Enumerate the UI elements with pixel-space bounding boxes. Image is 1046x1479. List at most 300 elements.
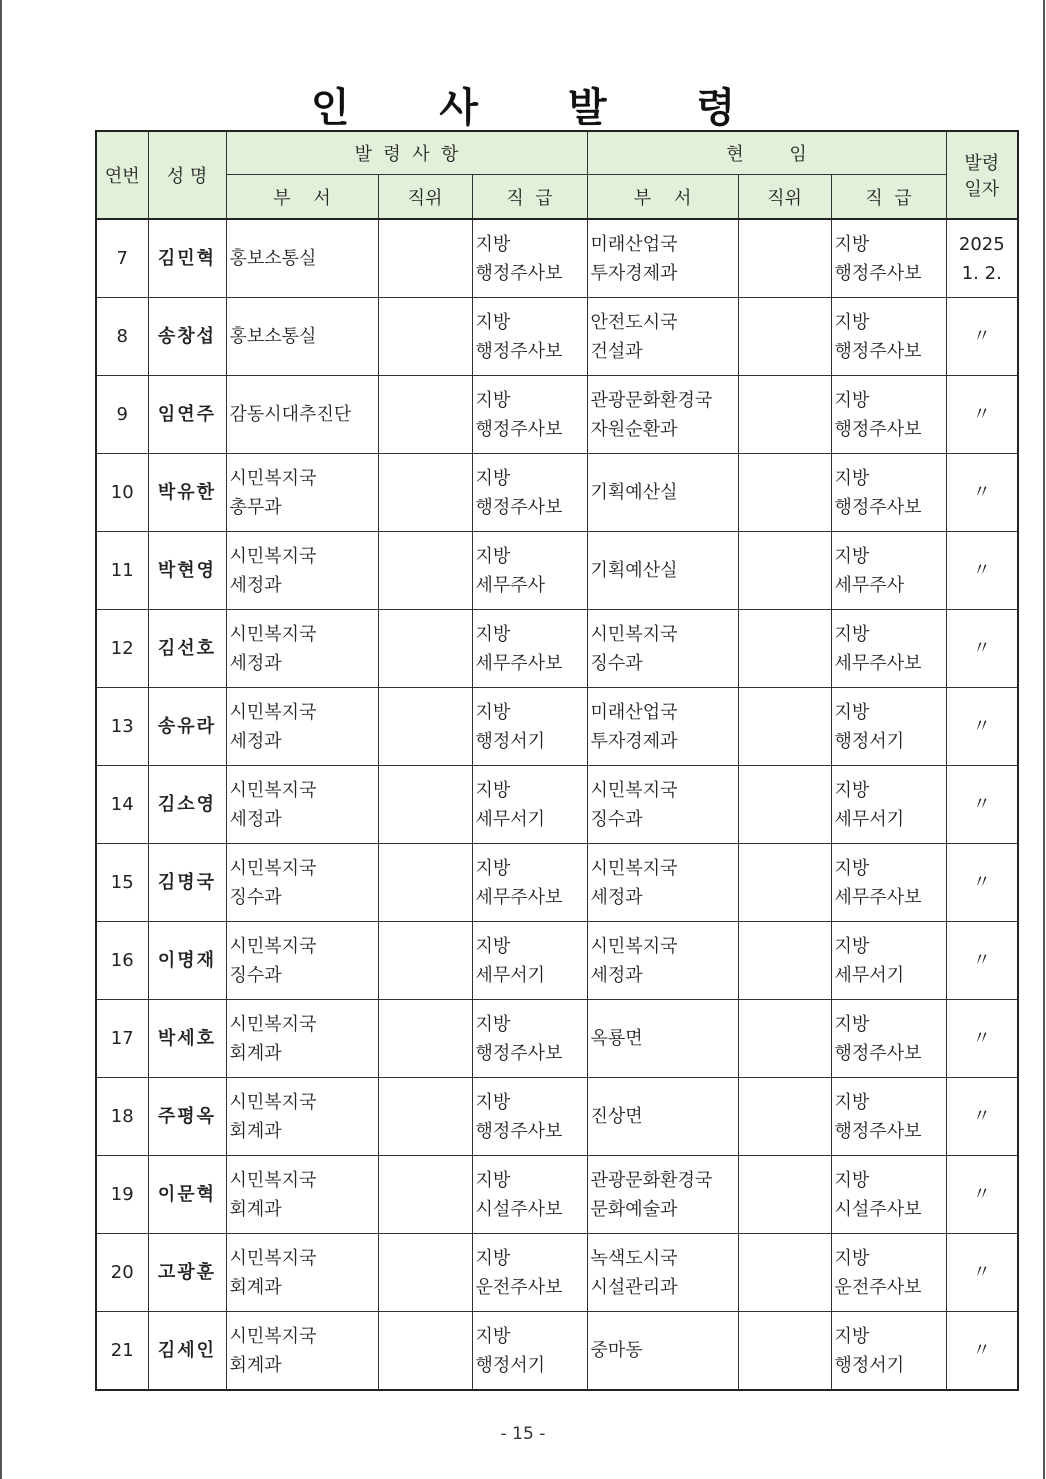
row-number-text: 9 (116, 404, 128, 425)
header-no: 연번 (96, 131, 148, 219)
current-department (587, 1156, 738, 1234)
new-grade (472, 922, 587, 1000)
current-grade-line: 행정주사보 (834, 262, 922, 284)
table-row (96, 1312, 1018, 1391)
new-department-line: 회계과 (229, 1198, 282, 1220)
new-department-line: 시민복지국 (229, 1013, 317, 1035)
new-department-line: 홍보소통실 (229, 326, 317, 347)
new-grade (472, 688, 587, 766)
appointment-date-line: 〃 (972, 326, 991, 347)
new-grade-line: 지방 (475, 857, 511, 879)
current-department-line: 징수과 (590, 652, 643, 674)
row-number-text: 16 (110, 950, 134, 971)
employee-name-text: 김소영 (157, 794, 217, 815)
current-department (587, 1000, 738, 1078)
current-department-line: 자원순환과 (590, 418, 678, 440)
employee-name (148, 1000, 226, 1078)
new-grade (472, 1078, 587, 1156)
new-department-line: 시민복지국 (229, 1091, 317, 1113)
current-grade-line: 지방 (834, 623, 870, 645)
row-number-text: 8 (116, 326, 128, 347)
new-grade (472, 454, 587, 532)
appointment-date (946, 454, 1018, 532)
new-grade (472, 376, 587, 454)
row-number (96, 1000, 148, 1078)
current-department-line: 관광문화환경국 (590, 1169, 713, 1191)
new-grade-line: 지방 (475, 1091, 511, 1113)
page-border-right (1043, 0, 1045, 1479)
new-grade-line: 세무서기 (475, 964, 546, 986)
current-position (738, 1156, 831, 1234)
employee-name-text: 박유한 (157, 482, 217, 503)
current-department-line: 기획예산실 (590, 482, 678, 503)
new-grade-line: 지방 (475, 1325, 511, 1347)
new-department-line: 시민복지국 (229, 857, 317, 879)
new-department (226, 1234, 378, 1312)
appointment-date-line: 〃 (972, 404, 991, 425)
new-grade-line: 운전주사보 (475, 1276, 563, 1298)
new-department-line: 징수과 (229, 886, 282, 908)
header-current-position: 현 임 (587, 131, 946, 175)
new-grade (472, 766, 587, 844)
current-grade-line: 지방 (834, 233, 870, 255)
new-grade-line: 지방 (475, 311, 511, 333)
current-position (738, 376, 831, 454)
new-department (226, 219, 378, 298)
table-row (96, 219, 1018, 298)
row-number-text: 20 (110, 1262, 134, 1283)
employee-name (148, 454, 226, 532)
employee-name (148, 532, 226, 610)
employee-name-text: 박현영 (157, 560, 217, 581)
current-department (587, 1234, 738, 1312)
current-position (738, 844, 831, 922)
appointment-date-line: 〃 (972, 1262, 991, 1283)
current-department-line: 시민복지국 (590, 857, 678, 879)
current-position (738, 1078, 831, 1156)
appointment-date (946, 376, 1018, 454)
current-grade (831, 844, 946, 922)
new-grade (472, 532, 587, 610)
current-grade-line: 지방 (834, 311, 870, 333)
header-name: 성 명 (148, 131, 226, 219)
new-department-line: 시민복지국 (229, 545, 317, 567)
new-department-line: 세정과 (229, 574, 282, 596)
new-position (378, 766, 472, 844)
current-position (738, 219, 831, 298)
new-grade-line: 행정주사보 (475, 1120, 563, 1142)
new-position (378, 219, 472, 298)
employee-name (148, 922, 226, 1000)
row-number (96, 454, 148, 532)
current-department-line: 시민복지국 (590, 779, 678, 801)
row-number-text: 11 (110, 560, 134, 581)
employee-name-text: 이문혁 (157, 1184, 217, 1205)
appointment-date-line: 2025 (958, 233, 1005, 255)
current-grade (831, 219, 946, 298)
new-grade (472, 1000, 587, 1078)
current-grade (831, 298, 946, 376)
current-grade-line: 세무주사 (834, 574, 905, 596)
current-grade (831, 454, 946, 532)
current-department (587, 688, 738, 766)
appointment-date (946, 766, 1018, 844)
new-grade (472, 1234, 587, 1312)
appointment-date (946, 610, 1018, 688)
header-cur-grade: 직 급 (831, 175, 946, 220)
table-row (96, 688, 1018, 766)
row-number-text: 18 (110, 1106, 134, 1127)
appointment-date (946, 1156, 1018, 1234)
new-department-line: 총무과 (229, 496, 282, 518)
current-grade-line: 지방 (834, 1247, 870, 1269)
current-department-line: 기획예산실 (590, 560, 678, 581)
new-grade-line: 지방 (475, 1013, 511, 1035)
new-department-line: 시민복지국 (229, 935, 317, 957)
employee-name-text: 임연주 (157, 404, 217, 425)
appointment-date (946, 922, 1018, 1000)
employee-name (148, 610, 226, 688)
current-grade (831, 1156, 946, 1234)
current-department (587, 922, 738, 1000)
appointment-date-line: 〃 (972, 1184, 991, 1205)
appointment-date (946, 1078, 1018, 1156)
row-number (96, 688, 148, 766)
new-position (378, 610, 472, 688)
employee-name (148, 298, 226, 376)
current-department-line: 관광문화환경국 (590, 389, 713, 411)
current-department (587, 1078, 738, 1156)
current-grade-line: 지방 (834, 935, 870, 957)
row-number (96, 376, 148, 454)
current-grade (831, 766, 946, 844)
current-position (738, 532, 831, 610)
current-grade-line: 세무주사보 (834, 886, 922, 908)
new-grade-line: 행정주사보 (475, 418, 563, 440)
employee-name (148, 688, 226, 766)
new-department (226, 610, 378, 688)
new-grade-line: 지방 (475, 779, 511, 801)
appointment-date-line: 〃 (972, 560, 991, 581)
new-grade-line: 지방 (475, 233, 511, 255)
current-grade-line: 운전주사보 (834, 1276, 922, 1298)
current-position (738, 1312, 831, 1391)
new-grade-line: 지방 (475, 701, 511, 723)
page-number: - 15 - (500, 1424, 546, 1444)
new-department (226, 1078, 378, 1156)
new-position (378, 1312, 472, 1391)
appointment-date (946, 219, 1018, 298)
new-position (378, 454, 472, 532)
new-grade-line: 세무주사보 (475, 652, 563, 674)
appointment-date (946, 1312, 1018, 1391)
current-grade-line: 지방 (834, 1169, 870, 1191)
new-grade-line: 시설주사보 (475, 1198, 563, 1220)
current-grade-line: 지방 (834, 1091, 870, 1113)
table-row (96, 298, 1018, 376)
new-grade-line: 세무주사보 (475, 886, 563, 908)
appointment-date-line: 〃 (972, 794, 991, 815)
current-grade-line: 세무서기 (834, 808, 905, 830)
current-grade-line: 행정주사보 (834, 418, 922, 440)
header-cur-dept: 부 서 (587, 175, 738, 220)
employee-name (148, 1234, 226, 1312)
appointment-date-line: 〃 (972, 1028, 991, 1049)
appointment-date-line: 〃 (972, 1106, 991, 1127)
appointment-date (946, 688, 1018, 766)
new-position (378, 1000, 472, 1078)
new-grade-line: 행정서기 (475, 730, 546, 752)
current-department-line: 건설과 (590, 340, 643, 362)
header-cur-position: 직위 (738, 175, 831, 220)
row-number (96, 922, 148, 1000)
new-department (226, 1156, 378, 1234)
personnel-appointment-table (95, 130, 1019, 1391)
new-department (226, 766, 378, 844)
new-department-line: 시민복지국 (229, 623, 317, 645)
new-department-line: 회계과 (229, 1042, 282, 1064)
current-grade (831, 1078, 946, 1156)
appointment-date-line: 〃 (972, 872, 991, 893)
current-department-line: 징수과 (590, 808, 643, 830)
current-grade-line: 지방 (834, 779, 870, 801)
row-number (96, 1234, 148, 1312)
current-department (587, 298, 738, 376)
employee-name-text: 송유라 (157, 716, 217, 737)
current-position (738, 766, 831, 844)
employee-name (148, 376, 226, 454)
row-number-text: 15 (110, 872, 134, 893)
new-grade-line: 행정주사보 (475, 340, 563, 362)
current-department (587, 532, 738, 610)
current-department (587, 844, 738, 922)
employee-name-text: 이명재 (157, 950, 217, 971)
employee-name (148, 1078, 226, 1156)
new-department (226, 1312, 378, 1391)
row-number (96, 1156, 148, 1234)
employee-name (148, 1156, 226, 1234)
table-row (96, 376, 1018, 454)
current-department-line: 세정과 (590, 886, 643, 908)
header-date-line2: 일자 (964, 179, 1000, 200)
new-department (226, 1000, 378, 1078)
new-grade-line: 행정주사보 (475, 262, 563, 284)
current-grade-line: 지방 (834, 389, 870, 411)
current-grade (831, 688, 946, 766)
current-grade (831, 922, 946, 1000)
table-row (96, 766, 1018, 844)
header-new-assignment: 발 령 사 항 (226, 131, 587, 175)
row-number (96, 532, 148, 610)
current-department (587, 1312, 738, 1391)
employee-name-text: 김세인 (157, 1340, 217, 1361)
new-grade (472, 298, 587, 376)
header-new-position: 직위 (378, 175, 472, 220)
table-row (96, 1156, 1018, 1234)
new-grade-line: 세무서기 (475, 808, 546, 830)
current-grade-line: 세무주사보 (834, 652, 922, 674)
new-grade-line: 지방 (475, 545, 511, 567)
header-date (946, 131, 1018, 219)
new-department (226, 532, 378, 610)
new-position (378, 1078, 472, 1156)
appointment-date-line: 〃 (972, 638, 991, 659)
new-department-line: 홍보소통실 (229, 248, 317, 269)
current-department-line: 문화예술과 (590, 1198, 678, 1220)
new-position (378, 688, 472, 766)
current-department (587, 219, 738, 298)
employee-name-text: 박세호 (157, 1028, 217, 1049)
table-row (96, 1000, 1018, 1078)
current-grade-line: 지방 (834, 545, 870, 567)
table-row (96, 454, 1018, 532)
row-number (96, 610, 148, 688)
row-number-text: 7 (116, 248, 128, 269)
new-department-line: 시민복지국 (229, 1169, 317, 1191)
current-position (738, 922, 831, 1000)
new-department-line: 시민복지국 (229, 779, 317, 801)
table-row (96, 532, 1018, 610)
new-grade-line: 지방 (475, 467, 511, 489)
table-row (96, 610, 1018, 688)
new-department (226, 688, 378, 766)
current-position (738, 298, 831, 376)
appointment-date (946, 1234, 1018, 1312)
current-department-line: 안전도시국 (590, 311, 678, 333)
new-grade (472, 219, 587, 298)
current-grade (831, 1312, 946, 1391)
new-position (378, 844, 472, 922)
new-department (226, 844, 378, 922)
current-department-line: 투자경제과 (590, 262, 678, 284)
employee-name (148, 766, 226, 844)
appointment-date-line: 〃 (972, 950, 991, 971)
current-grade (831, 1234, 946, 1312)
current-grade-line: 지방 (834, 467, 870, 489)
new-position (378, 376, 472, 454)
row-number-text: 13 (110, 716, 134, 737)
appointment-date (946, 532, 1018, 610)
new-grade-line: 세무주사 (475, 574, 546, 596)
page-title: 인 사 발 령 (310, 84, 774, 131)
current-grade (831, 1000, 946, 1078)
appointment-date (946, 1000, 1018, 1078)
current-grade-line: 행정주사보 (834, 1120, 922, 1142)
current-department (587, 454, 738, 532)
table-row (96, 1234, 1018, 1312)
header-new-dept: 부 서 (226, 175, 378, 220)
new-grade (472, 1156, 587, 1234)
new-department-line: 회계과 (229, 1276, 282, 1298)
appointment-date-line: 〃 (972, 716, 991, 737)
current-position (738, 454, 831, 532)
new-department-line: 징수과 (229, 964, 282, 986)
new-department-line: 시민복지국 (229, 1325, 317, 1347)
current-department-line: 녹색도시국 (590, 1247, 678, 1269)
new-department (226, 454, 378, 532)
current-position (738, 610, 831, 688)
current-position (738, 1000, 831, 1078)
row-number (96, 219, 148, 298)
row-number-text: 21 (110, 1340, 134, 1361)
new-grade-line: 지방 (475, 1169, 511, 1191)
appointment-date (946, 298, 1018, 376)
row-number (96, 1312, 148, 1391)
current-department-line: 세정과 (590, 964, 643, 986)
new-grade-line: 행정주사보 (475, 1042, 563, 1064)
new-department-line: 회계과 (229, 1120, 282, 1142)
current-department-line: 미래산업국 (590, 233, 678, 255)
new-grade-line: 지방 (475, 935, 511, 957)
employee-name-text: 김민혁 (157, 248, 217, 269)
new-department-line: 시민복지국 (229, 701, 317, 723)
current-grade (831, 376, 946, 454)
new-grade-line: 지방 (475, 389, 511, 411)
page-border-left (0, 0, 2, 1479)
row-number-text: 19 (110, 1184, 134, 1205)
new-position (378, 298, 472, 376)
current-grade-line: 시설주사보 (834, 1198, 922, 1220)
current-department-line: 진상면 (590, 1106, 643, 1127)
new-position (378, 1234, 472, 1312)
new-grade (472, 610, 587, 688)
new-department-line: 시민복지국 (229, 467, 317, 489)
new-grade-line: 행정서기 (475, 1354, 546, 1376)
row-number-text: 10 (110, 482, 134, 503)
employee-name (148, 219, 226, 298)
current-department (587, 610, 738, 688)
new-department-line: 회계과 (229, 1354, 282, 1376)
employee-name-text: 김선호 (157, 638, 217, 659)
row-number (96, 298, 148, 376)
row-number (96, 766, 148, 844)
new-department-line: 감동시대추진단 (229, 404, 352, 425)
current-department-line: 옥룡면 (590, 1028, 643, 1049)
employee-name (148, 1312, 226, 1391)
current-grade-line: 행정주사보 (834, 496, 922, 518)
table-row (96, 922, 1018, 1000)
appointment-date-line: 〃 (972, 482, 991, 503)
new-department-line: 세정과 (229, 652, 282, 674)
current-department-line: 시설관리과 (590, 1276, 678, 1298)
new-department-line: 세정과 (229, 730, 282, 752)
employee-name-text: 송창섭 (157, 326, 217, 347)
row-number (96, 844, 148, 922)
current-department-line: 투자경제과 (590, 730, 678, 752)
current-grade-line: 지방 (834, 1013, 870, 1035)
row-number (96, 1078, 148, 1156)
new-department (226, 376, 378, 454)
new-department-line: 시민복지국 (229, 1247, 317, 1269)
current-department (587, 376, 738, 454)
header-date-line1: 발령 (964, 153, 1000, 174)
current-grade (831, 610, 946, 688)
new-grade-line: 지방 (475, 623, 511, 645)
current-grade-line: 행정서기 (834, 1354, 905, 1376)
current-grade (831, 532, 946, 610)
new-grade (472, 1312, 587, 1391)
current-grade-line: 지방 (834, 1325, 870, 1347)
current-department-line: 시민복지국 (590, 623, 678, 645)
new-department (226, 922, 378, 1000)
current-grade-line: 지방 (834, 701, 870, 723)
row-number-text: 14 (110, 794, 134, 815)
table-row (96, 1078, 1018, 1156)
new-position (378, 1156, 472, 1234)
appointment-date-line: 1. 2. (961, 262, 1002, 284)
current-position (738, 1234, 831, 1312)
new-position (378, 922, 472, 1000)
